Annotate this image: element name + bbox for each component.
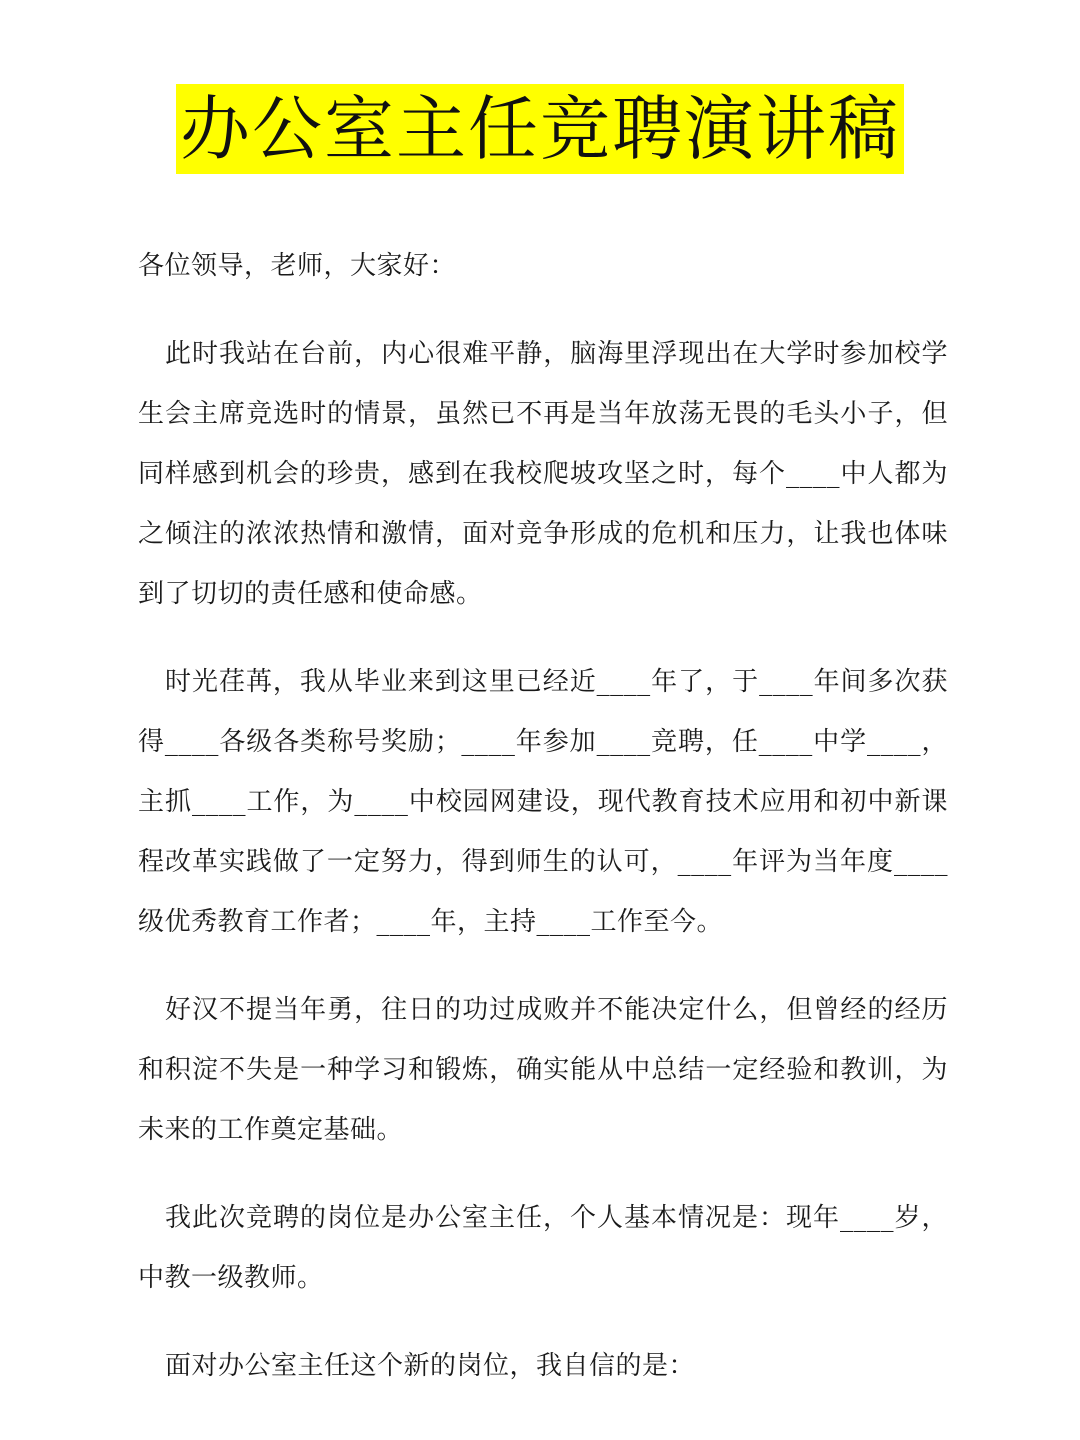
- greeting-line: 各位领导，老师，大家好：: [138, 251, 457, 281]
- paragraph-2: 时光荏苒，我从毕业来到这里已经近____年了，于____年间多次获得____各级各类称号奖励；____年参加____竞聘，任____中学____，主抓____工作，为____中校园网建设，现代教育技术应用和初中新课程改革实践做了一定努力，得到师生的认可，____年评为当年度____级优秀教育工作者；____年，主持____工作至今。: [138, 667, 948, 937]
- paragraph-4: 我此次竞聘的岗位是办公室主任，个人基本情况是：现年____岁，中教一级教师。: [138, 1203, 948, 1293]
- paragraph-3: 好汉不提当年勇，往日的功过成败并不能决定什么，但曾经的经历和积淀不失是一种学习和锻炼，确实能从中总结一定经验和教训，为未来的工作奠定基础。: [138, 995, 948, 1145]
- paragraph-1: 此时我站在台前，内心很难平静，脑海里浮现出在大学时参加校学生会主席竞选时的情景，虽然已不再是当年放荡无畏的毛头小子，但同样感到机会的珍贵，感到在我校爬坡攻坚之时，每个____中人都为之倾注的浓浓热情和激情，面对竞争形成的危机和压力，让我也体味到了切切的责任感和使命感。: [138, 339, 948, 609]
- paragraph-5: 面对办公室主任这个新的岗位，我自信的是：: [165, 1351, 696, 1381]
- title-area: [0, 84, 1080, 174]
- document-body: [138, 236, 948, 1424]
- page-title: 办公室主任竞聘演讲稿: [176, 84, 904, 174]
